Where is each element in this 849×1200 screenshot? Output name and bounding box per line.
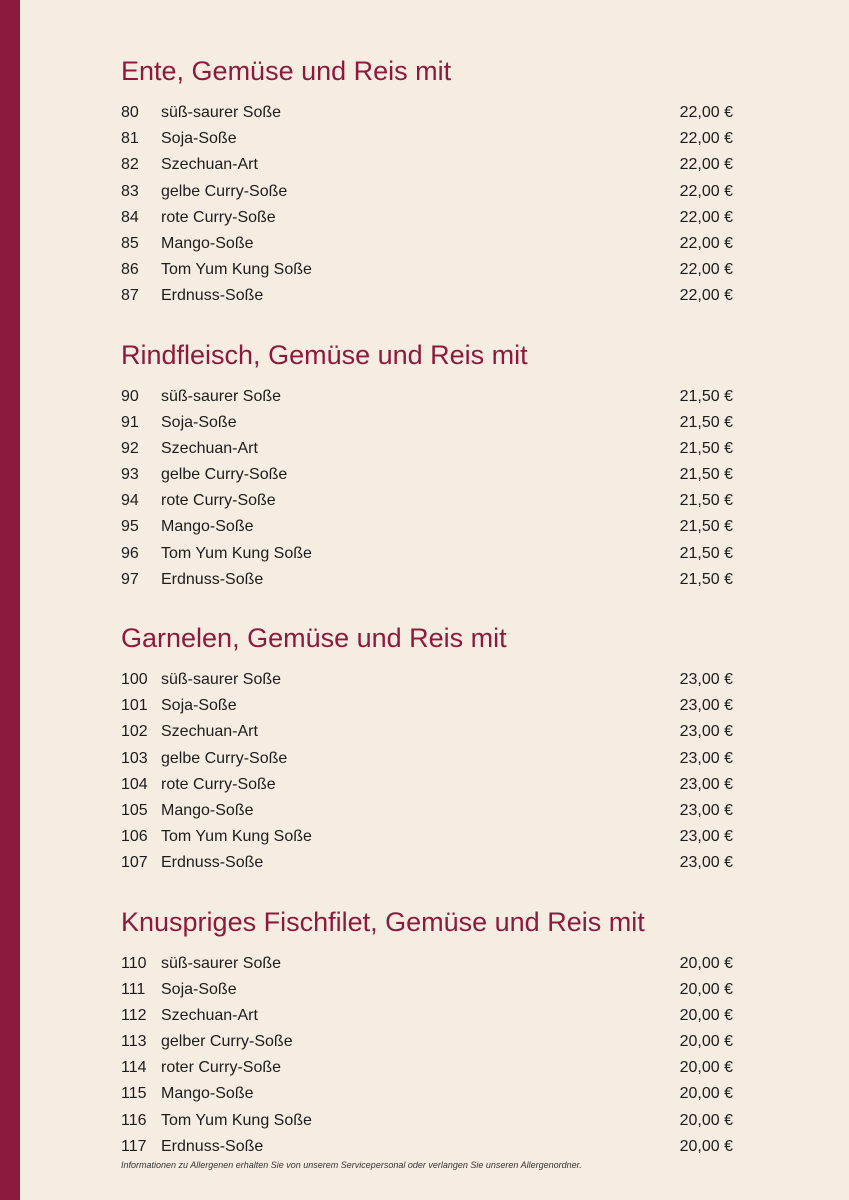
item-name: Soja-Soße [161, 413, 237, 431]
item-price: 20,00 € [679, 1137, 733, 1155]
item-number: 111 [121, 980, 146, 998]
item-number: 110 [121, 954, 147, 972]
section-title: Ente, Gemüse und Reis mit [121, 56, 452, 86]
item-number: 113 [121, 1033, 147, 1051]
item-name: süß-saurer Soße [161, 954, 282, 972]
item-number: 82 [121, 156, 139, 174]
menu-item [121, 1134, 733, 1160]
menu-item [121, 179, 733, 205]
menu-item [121, 410, 733, 436]
item-name: gelbe Curry-Soße [161, 466, 288, 484]
item-number: 94 [121, 492, 139, 510]
item-number: 95 [121, 518, 139, 536]
item-price: 22,00 € [679, 182, 733, 200]
item-name: Erdnuss-Soße [161, 854, 264, 872]
menu-item [121, 205, 733, 231]
item-price: 22,00 € [679, 261, 733, 279]
menu-item-list [121, 951, 733, 1161]
menu-item [121, 100, 733, 126]
item-name: Szechuan-Art [161, 156, 258, 174]
item-price: 20,00 € [679, 1085, 733, 1103]
item-number: 91 [121, 413, 139, 431]
menu-item [121, 693, 733, 719]
item-name: Mango-Soße [161, 1085, 254, 1103]
menu-item [121, 850, 733, 876]
item-number: 117 [121, 1137, 147, 1155]
item-name: Szechuan-Art [161, 723, 258, 741]
item-number: 90 [121, 387, 139, 405]
menu-item [121, 1108, 733, 1134]
item-price: 23,00 € [679, 749, 733, 767]
item-name: Soja-Soße [161, 980, 237, 998]
menu-item [121, 746, 733, 772]
item-number: 85 [121, 234, 139, 252]
item-price: 23,00 € [679, 723, 733, 741]
item-name: Mango-Soße [161, 801, 254, 819]
item-name: Szechuan-Art [161, 1006, 258, 1024]
item-price: 23,00 € [679, 801, 733, 819]
item-name: rote Curry-Soße [161, 492, 276, 510]
item-number: 116 [121, 1111, 147, 1129]
item-number: 84 [121, 208, 139, 226]
item-name: süß-saurer Soße [161, 387, 282, 405]
item-price: 21,50 € [679, 570, 733, 588]
menu-item [121, 126, 733, 152]
item-name: roter Curry-Soße [161, 1059, 282, 1077]
item-number: 106 [121, 828, 148, 846]
menu-item [121, 824, 733, 850]
item-number: 83 [121, 182, 139, 200]
item-price: 21,50 € [679, 439, 733, 457]
menu-item [121, 152, 733, 178]
item-number: 115 [121, 1085, 147, 1103]
item-price: 22,00 € [679, 287, 733, 305]
menu-item [121, 488, 733, 514]
menu-section [121, 619, 733, 877]
item-name: Mango-Soße [161, 234, 254, 252]
item-number: 105 [121, 801, 148, 819]
item-price: 21,50 € [679, 387, 733, 405]
item-name: süß-saurer Soße [161, 104, 282, 121]
menu-item-list [121, 667, 733, 877]
item-price: 20,00 € [679, 980, 733, 998]
menu-item [121, 541, 733, 567]
menu-item [121, 257, 733, 283]
menu-content [121, 52, 733, 1186]
item-name: Soja-Soße [161, 697, 237, 715]
item-price: 23,00 € [679, 697, 733, 715]
menu-item [121, 283, 733, 309]
item-price: 21,50 € [679, 544, 733, 562]
menu-item [121, 1029, 733, 1055]
menu-item [121, 667, 733, 693]
menu-item [121, 1055, 733, 1081]
item-name: gelbe Curry-Soße [161, 749, 288, 767]
item-price: 21,50 € [679, 518, 733, 536]
section-title: Knuspriges Fischfilet, Gemüse und Reis mit [121, 906, 645, 937]
menu-section [121, 903, 733, 1161]
item-number: 96 [121, 544, 139, 562]
item-number: 101 [121, 697, 148, 715]
item-price: 23,00 € [679, 671, 733, 688]
menu-item [121, 798, 733, 824]
menu-item [121, 514, 733, 540]
menu-item [121, 231, 733, 257]
item-name: Erdnuss-Soße [161, 1137, 264, 1155]
item-number: 104 [121, 775, 148, 793]
menu-item [121, 951, 733, 977]
item-price: 23,00 € [679, 854, 733, 872]
item-price: 20,00 € [679, 954, 733, 972]
menu-section [121, 52, 733, 310]
allergen-footnote: Informationen zu Allergenen erhalten Sie von unserem Servicepersonal oder verlangen Sie unseren Allergenordner. [121, 1160, 582, 1170]
item-number: 93 [121, 466, 139, 484]
item-name: rote Curry-Soße [161, 775, 276, 793]
item-number: 114 [121, 1059, 147, 1077]
item-name: Szechuan-Art [161, 439, 258, 457]
section-title: Rindfleisch, Gemüse und Reis mit [121, 339, 528, 370]
item-name: gelber Curry-Soße [161, 1033, 293, 1051]
item-name: Tom Yum Kung Soße [161, 1111, 312, 1129]
item-name: Erdnuss-Soße [161, 287, 264, 305]
item-number: 92 [121, 439, 139, 457]
item-price: 22,00 € [679, 208, 733, 226]
item-name: gelbe Curry-Soße [161, 182, 288, 200]
item-number: 103 [121, 749, 148, 767]
menu-section [121, 336, 733, 594]
item-price: 20,00 € [679, 1059, 733, 1077]
menu-item [121, 977, 733, 1003]
menu-item [121, 772, 733, 798]
item-price: 20,00 € [679, 1111, 733, 1129]
item-price: 23,00 € [679, 828, 733, 846]
item-price: 21,50 € [679, 466, 733, 484]
item-number: 87 [121, 287, 139, 305]
menu-item [121, 1081, 733, 1107]
item-price: 22,00 € [679, 234, 733, 252]
menu-item-list [121, 100, 733, 310]
item-number: 107 [121, 854, 148, 872]
item-number: 81 [121, 130, 139, 148]
menu-item [121, 1003, 733, 1029]
item-price: 20,00 € [679, 1033, 733, 1051]
item-name: süß-saurer Soße [161, 671, 282, 688]
menu-item [121, 436, 733, 462]
item-number: 100 [121, 671, 148, 688]
item-number: 102 [121, 723, 148, 741]
menu-item [121, 384, 733, 410]
item-number: 80 [121, 104, 139, 121]
item-number: 86 [121, 261, 139, 279]
item-name: Soja-Soße [161, 130, 237, 148]
menu-item [121, 567, 733, 593]
side-accent-bar [0, 0, 20, 1200]
item-name: Erdnuss-Soße [161, 570, 264, 588]
item-name: Mango-Soße [161, 518, 254, 536]
item-number: 97 [121, 570, 139, 588]
section-title: Garnelen, Gemüse und Reis mit [121, 623, 507, 653]
item-price: 21,50 € [679, 492, 733, 510]
item-price: 21,50 € [679, 413, 733, 431]
item-price: 22,00 € [679, 130, 733, 148]
item-number: 112 [121, 1006, 147, 1024]
item-price: 22,00 € [679, 104, 733, 121]
item-price: 20,00 € [679, 1006, 733, 1024]
menu-item [121, 462, 733, 488]
menu-item [121, 719, 733, 745]
item-price: 22,00 € [679, 156, 733, 174]
item-name: Tom Yum Kung Soße [161, 828, 312, 846]
menu-item-list [121, 384, 733, 594]
item-name: Tom Yum Kung Soße [161, 261, 312, 279]
item-name: Tom Yum Kung Soße [161, 544, 312, 562]
item-name: rote Curry-Soße [161, 208, 276, 226]
item-price: 23,00 € [679, 775, 733, 793]
